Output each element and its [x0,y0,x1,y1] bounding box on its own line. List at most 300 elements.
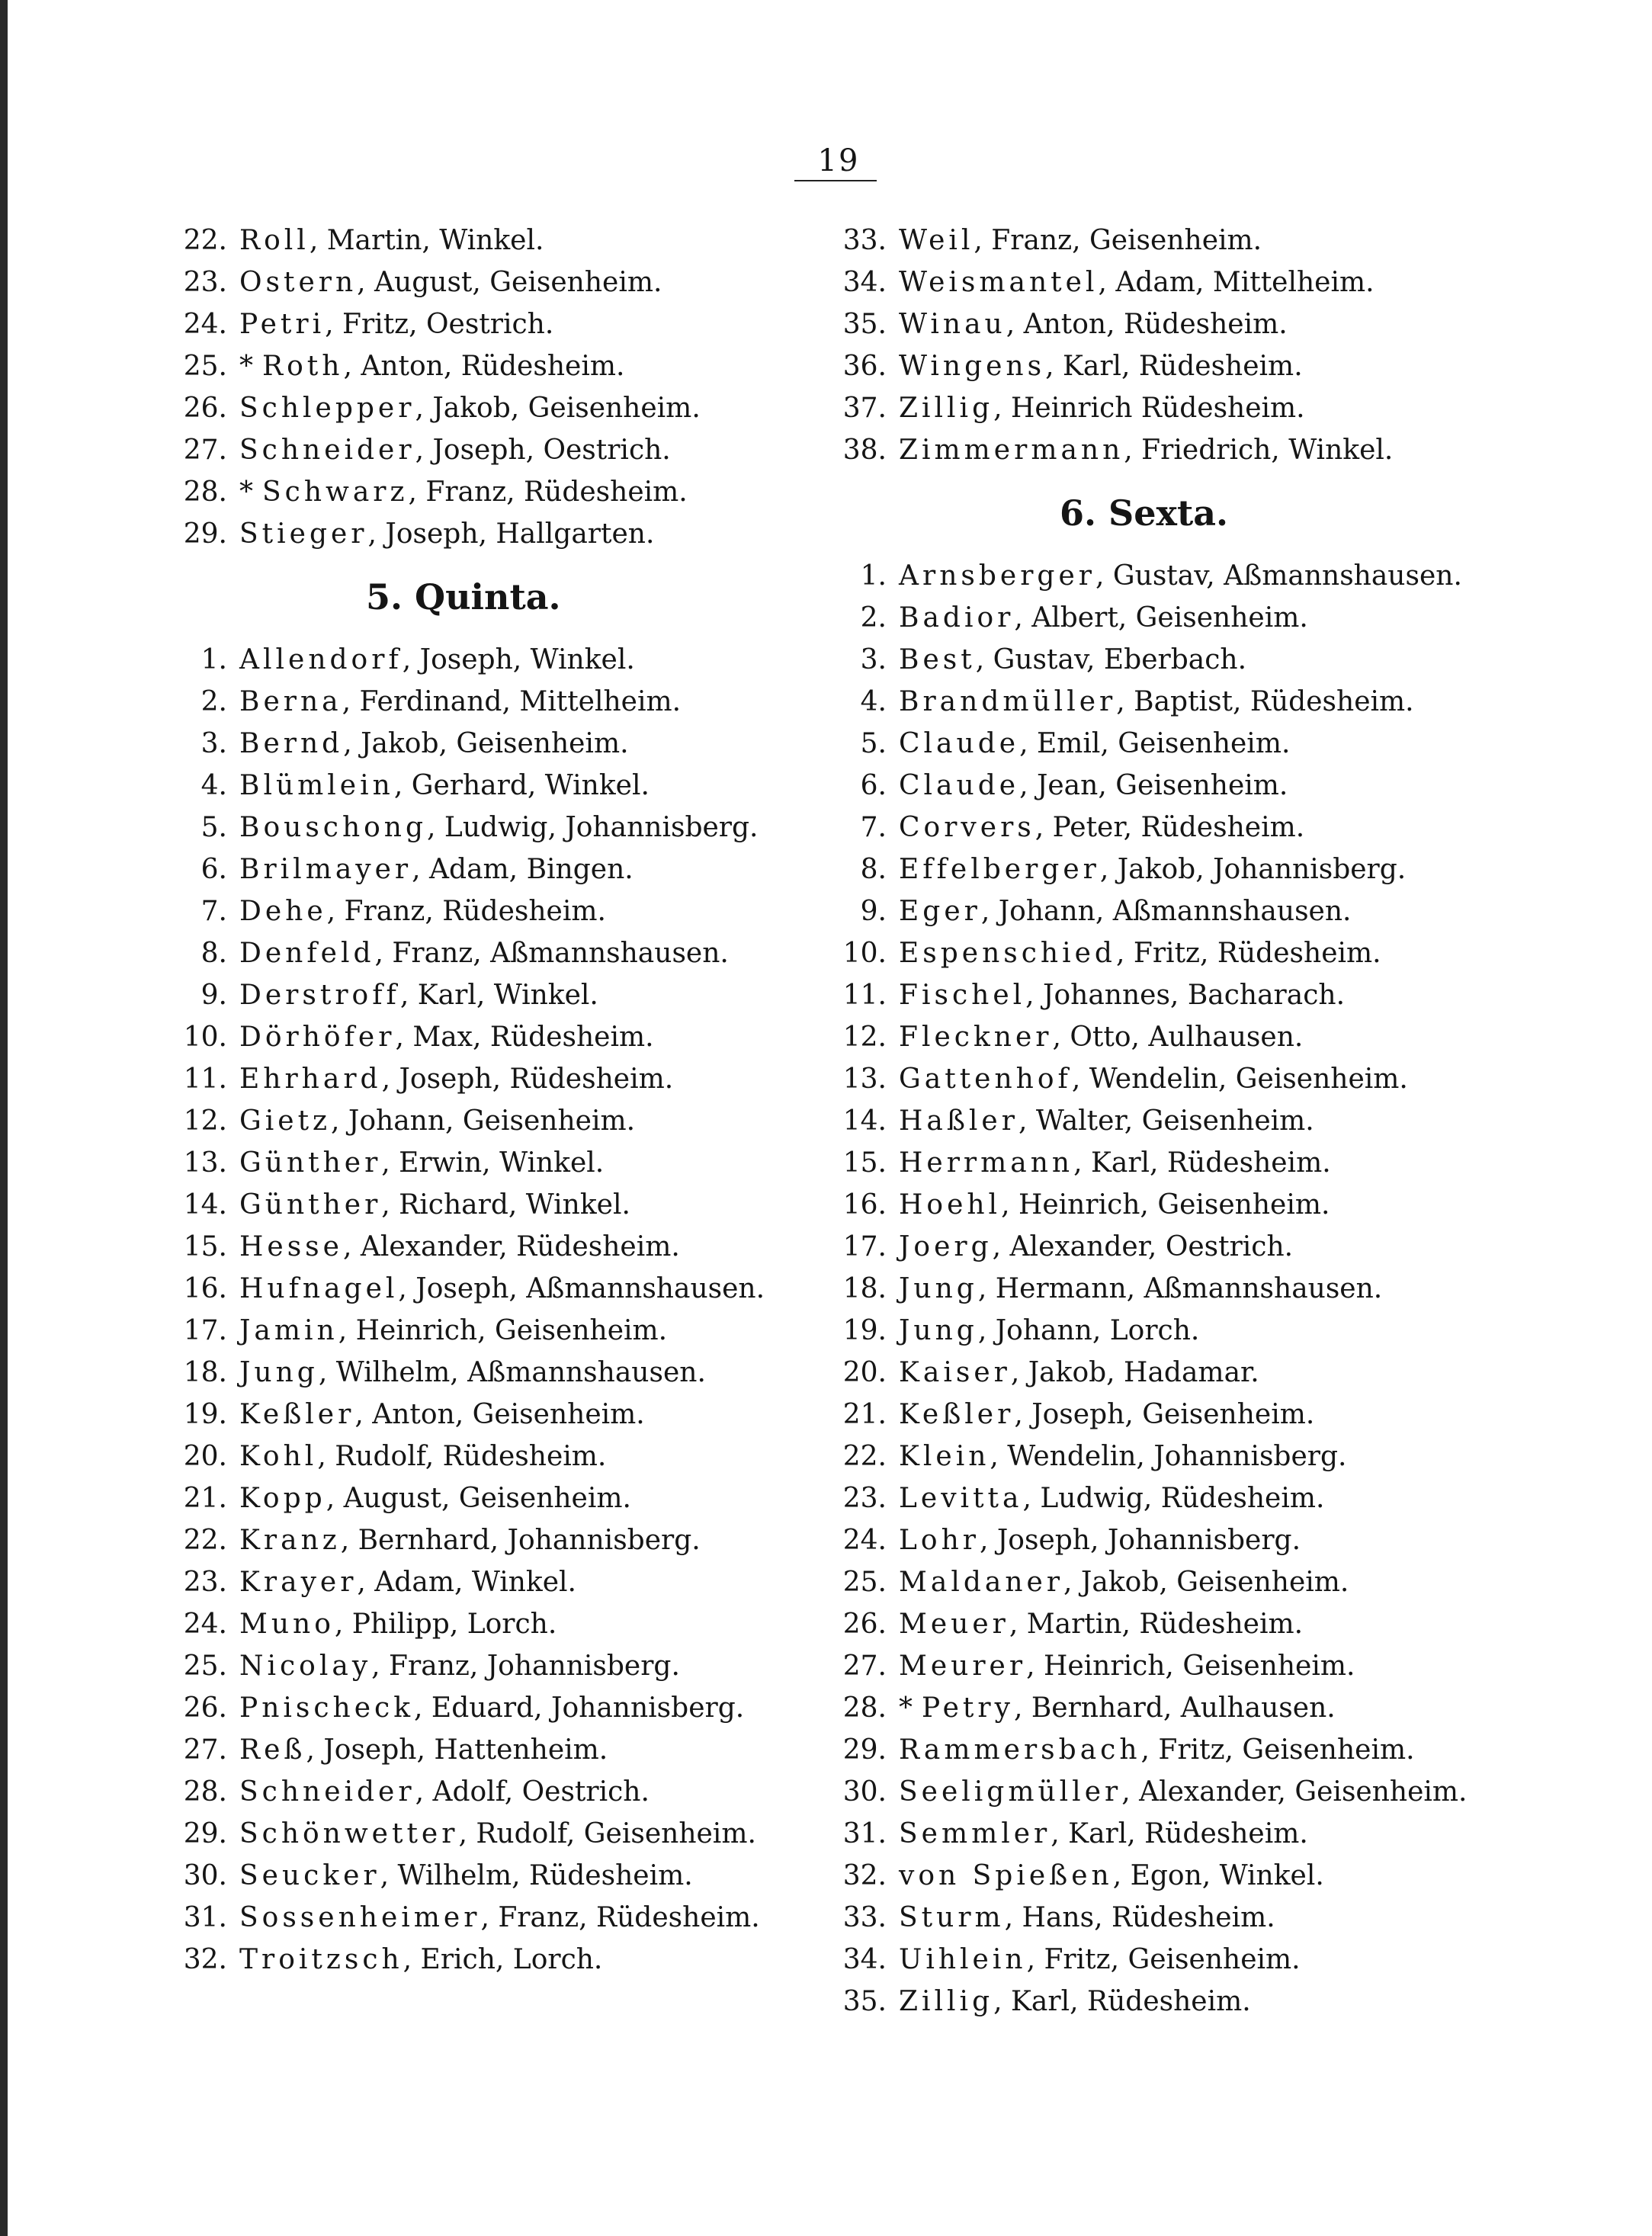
entry-surname: Corvers [899,812,1035,843]
entry-given-name-and-town: , Heinrich Rüdesheim. [993,393,1305,424]
entry-surname: Semmler [899,1818,1051,1849]
entry-surname: Meurer [899,1651,1027,1682]
entry-number: 15. [183,1231,227,1262]
entry-given-name-and-town: , Karl, Rüdesheim. [1073,1147,1331,1179]
student-entry [168,932,854,974]
entry-given-name-and-town: , Peter, Rüdesheim. [1035,812,1305,843]
entry-given-name-and-town: , Wendelin, Geisenheim. [1071,1063,1408,1095]
entry-given-name-and-town: , Friedrich, Winkel. [1124,435,1394,466]
entry-surname: Wingens [899,351,1046,382]
entry-given-name-and-town: , Johannes, Bacharach. [1025,980,1346,1011]
entry-number: 5. [860,728,887,759]
entry-number: 8. [860,854,887,885]
student-entry [827,681,1589,723]
entry-given-name-and-town: , Jakob, Hadamar. [1010,1357,1259,1388]
entry-star-marker: * [239,351,253,382]
entry-given-name-and-town: , Gustav, Aßmannshausen. [1095,560,1462,592]
student-entry [827,807,1589,849]
entry-surname: Stieger [239,518,368,550]
entry-surname: Petri [239,309,326,340]
student-entry [827,1981,1589,2023]
entry-given-name-and-town: , Ferdinand, Mittelheim. [342,686,682,717]
entry-given-name-and-town: , Bernhard, Johannisberg. [340,1525,701,1556]
student-entry [168,303,854,345]
entry-given-name-and-town: , Joseph, Aßmannshausen. [398,1273,765,1304]
entry-surname: Blümlein [239,770,394,801]
entry-surname: Hoehl [899,1189,1002,1221]
student-entry [827,1436,1589,1477]
entry-number: 35. [842,1986,887,2017]
entry-number: 26. [842,1609,887,1640]
entry-number: 28. [842,1692,887,1724]
entry-surname: Nicolay [239,1651,372,1682]
entry-surname: Levitta [899,1483,1023,1514]
entry-given-name-and-town: , Alexander, Oestrich. [992,1231,1294,1262]
entry-given-name-and-town: , Karl, Rüdesheim. [1051,1818,1308,1849]
entry-surname: Claude [899,770,1020,801]
entry-number: 19. [183,1399,227,1430]
entry-number: 18. [842,1273,887,1304]
student-entry [168,345,854,387]
entry-given-name-and-town: , Ludwig, Rüdesheim. [1022,1483,1325,1514]
entry-number: 16. [183,1273,227,1304]
entry-surname: Herrmann [899,1147,1074,1179]
entry-given-name-and-town: , Franz, Rüdesheim. [408,476,688,508]
student-entry [168,807,854,849]
entry-surname: Hufnagel [239,1273,399,1304]
entry-given-name-and-town: , Jakob, Geisenheim. [1063,1567,1349,1598]
section-heading: 5. Quinta. [366,576,561,618]
entry-number: 2. [860,602,887,634]
entry-surname: Dehe [239,896,327,927]
entry-given-name-and-town: , Ludwig, Johannisberg. [427,812,759,843]
entry-number: 3. [860,644,887,675]
student-entry [827,1394,1589,1436]
student-entry [827,849,1589,890]
student-entry [168,387,854,429]
entry-number: 31. [842,1818,887,1849]
student-entry [827,1687,1589,1729]
entry-surname: Haßler [899,1105,1018,1137]
student-entry [827,1058,1589,1100]
page-number-rule [794,180,877,181]
student-entry [168,890,854,932]
student-entry [827,1813,1589,1855]
student-entry [168,1687,854,1729]
entry-surname: Jung [239,1357,319,1388]
student-entry [168,1352,854,1394]
entry-given-name-and-town: , Emil, Geisenheim. [1019,728,1291,759]
entry-given-name-and-town: , Rudolf, Rüdesheim. [317,1441,607,1472]
entry-surname: Gietz [239,1105,332,1137]
entry-number: 4. [860,686,887,717]
student-entry [827,1226,1589,1268]
student-entry [168,1813,854,1855]
entry-given-name-and-town: , Joseph, Hallgarten. [367,518,655,550]
entry-surname: Muno [239,1609,335,1640]
student-entry [827,974,1589,1016]
entry-surname: Joerg [899,1231,993,1262]
entry-given-name-and-town: , Adam, Bingen. [412,854,634,885]
entry-number: 22. [842,1441,887,1472]
entry-number: 20. [183,1441,227,1472]
entry-surname: Kopp [239,1483,326,1514]
entry-number: 13. [183,1147,227,1179]
entry-surname: Bouschong [239,812,428,843]
entry-surname: Badior [899,602,1015,634]
entry-number: 22. [183,1525,227,1556]
entry-surname: Sturm [899,1902,1005,1933]
entry-surname: Kranz [239,1525,341,1556]
entry-given-name-and-town: , Adolf, Oestrich. [415,1776,650,1808]
entry-given-name-and-town: , Karl, Winkel. [399,980,598,1011]
entry-surname: Günther [239,1147,382,1179]
entry-surname: Kohl [239,1441,318,1472]
student-entry [827,1855,1589,1897]
student-entry [827,429,1589,471]
entry-number: 34. [842,267,887,298]
entry-given-name-and-town: , Johann, Lorch. [977,1315,1200,1346]
entry-number: 25. [183,1651,227,1682]
student-entry [827,639,1589,681]
entry-given-name-and-town: , Anton, Rüdesheim. [1006,309,1288,340]
entry-number: 7. [860,812,887,843]
entry-number: 12. [183,1105,227,1137]
entry-number: 14. [183,1189,227,1221]
entry-given-name-and-town: , Hans, Rüdesheim. [1004,1902,1275,1933]
entry-number: 22. [183,225,227,256]
student-entry [168,723,854,765]
entry-given-name-and-town: , Adam, Mittelheim. [1098,267,1375,298]
entry-given-name-and-town: , Joseph, Hattenheim. [306,1734,608,1766]
entry-surname: Jamin [239,1315,338,1346]
student-entry [168,220,854,261]
entry-given-name-and-town: , Heinrich, Geisenheim. [1001,1189,1330,1221]
entry-number: 33. [842,225,887,256]
student-entry [827,1771,1589,1813]
student-entry [827,1100,1589,1142]
entry-number: 10. [183,1022,227,1053]
entry-surname: Effelberger [899,854,1100,885]
entry-given-name-and-town: , Jakob, Johannisberg. [1099,854,1407,885]
entry-surname: Schlepper [239,393,415,424]
entry-surname: Kaiser [899,1357,1011,1388]
entry-given-name-and-town: , Wendelin, Johannisberg. [990,1441,1347,1472]
entry-star-marker: * [899,1692,913,1724]
entry-given-name-and-town: , Otto, Aulhausen. [1052,1022,1304,1053]
student-entry [168,765,854,807]
entry-given-name-and-town: , Philipp, Lorch. [334,1609,557,1640]
student-entry [827,1016,1589,1058]
entry-number: 7. [200,896,227,927]
entry-surname: Bernd [239,728,344,759]
student-entry [168,471,854,513]
entry-given-name-and-town: , Erich, Lorch. [403,1944,603,1975]
entry-number: 30. [183,1860,227,1891]
student-entry [168,1016,854,1058]
entry-surname: Denfeld [239,938,375,969]
entry-given-name-and-town: , Johann, Aßmannshausen. [980,896,1352,927]
entry-surname: Zillig [899,393,994,424]
entry-surname: Dörhöfer [239,1022,396,1053]
student-entry [168,1142,854,1184]
entry-surname: Keßler [239,1399,355,1430]
entry-surname: Zimmermann [899,435,1124,466]
entry-number: 17. [183,1315,227,1346]
entry-surname: Eger [899,896,981,927]
entry-number: 18. [183,1357,227,1388]
entry-surname: Rammersbach [899,1734,1141,1766]
student-entry [827,1645,1589,1687]
entry-given-name-and-town: , Joseph, Winkel. [402,644,635,675]
entry-given-name-and-town: , Rudolf, Geisenheim. [458,1818,756,1849]
student-entry [168,1184,854,1226]
entry-surname: Schneider [239,1776,415,1808]
entry-number: 31. [183,1902,227,1933]
student-entry [168,261,854,303]
entry-surname: Fleckner [899,1022,1053,1053]
student-entry [168,1310,854,1352]
entry-surname: Klein [899,1441,990,1472]
entry-given-name-and-town: , Eduard, Johannisberg. [414,1692,745,1724]
entry-surname: Espenschied [899,938,1116,969]
entry-given-name-and-town: , Albert, Geisenheim. [1014,602,1308,634]
entry-number: 6. [200,854,227,885]
entry-surname: Gattenhof [899,1063,1072,1095]
entry-given-name-and-town: , Franz, Rüdesheim. [326,896,606,927]
entry-given-name-and-town: , Richard, Winkel. [381,1189,630,1221]
entry-number: 28. [183,1776,227,1808]
entry-number: 25. [842,1567,887,1598]
entry-given-name-and-town: , Erwin, Winkel. [381,1147,605,1179]
entry-number: 27. [183,435,227,466]
entry-number: 1. [860,560,887,592]
student-entry [168,1645,854,1687]
entry-given-name-and-town: , Max, Rüdesheim. [395,1022,654,1053]
entry-surname: Uihlein [899,1944,1027,1975]
entry-number: 14. [842,1105,887,1137]
entry-number: 27. [842,1651,887,1682]
entry-number: 17. [842,1231,887,1262]
entry-given-name-and-town: , Johann, Geisenheim. [331,1105,636,1137]
entry-given-name-and-town: , August, Geisenheim. [326,1483,631,1514]
entry-number: 20. [842,1357,887,1388]
entry-number: 9. [860,896,887,927]
student-entry [827,723,1589,765]
student-entry [168,1100,854,1142]
entry-number: 12. [842,1022,887,1053]
entry-number: 21. [183,1483,227,1514]
student-entry [827,1561,1589,1603]
entry-surname: Jung [899,1273,978,1304]
entry-given-name-and-town: , Jakob, Geisenheim. [415,393,701,424]
student-entry [168,681,854,723]
entry-surname: Reß [239,1734,306,1766]
entry-given-name-and-town: , Adam, Winkel. [357,1567,576,1598]
student-entry [168,1058,854,1100]
entry-surname: Roll [239,225,310,256]
entry-number: 13. [842,1063,887,1095]
entry-given-name-and-town: , August, Geisenheim. [357,267,662,298]
student-entry [827,387,1589,429]
entry-surname: Brilmayer [239,854,412,885]
entry-surname: Keßler [899,1399,1015,1430]
student-entry [827,1729,1589,1771]
student-entry [827,1310,1589,1352]
entry-surname: Winau [899,309,1006,340]
student-entry [827,1603,1589,1645]
entry-surname: Schneider [239,435,415,466]
entry-number: 33. [842,1902,887,1933]
entry-surname: Allendorf [239,644,403,675]
entry-surname: Weismantel [899,267,1099,298]
entry-surname: Fischel [899,980,1026,1011]
entry-number: 37. [842,393,887,424]
student-entry [827,1142,1589,1184]
entry-given-name-and-town: , Jean, Geisenheim. [1019,770,1288,801]
entry-surname: Petry [922,1692,1014,1724]
student-entry [168,1561,854,1603]
entry-surname: Seucker [239,1860,380,1891]
entry-number: 30. [842,1776,887,1808]
entry-given-name-and-town: , Franz, Aßmannshausen. [374,938,729,969]
entry-number: 3. [200,728,227,759]
entry-number: 4. [200,770,227,801]
student-entry [168,1226,854,1268]
student-entry [827,932,1589,974]
entry-number: 23. [842,1483,887,1514]
student-entry [168,1477,854,1519]
entry-number: 32. [183,1944,227,1975]
student-entry [827,1939,1589,1981]
entry-number: 19. [842,1315,887,1346]
right-column [827,220,1589,2023]
entry-number: 11. [842,980,887,1011]
student-entry [827,1477,1589,1519]
student-entry [827,1897,1589,1939]
entry-number: 34. [842,1944,887,1975]
entry-number: 29. [183,518,227,550]
entry-surname: Berna [239,686,342,717]
entry-given-name-and-town: , Fritz, Rüdesheim. [1115,938,1381,969]
entry-number: 24. [183,1609,227,1640]
entry-surname: Lohr [899,1525,980,1556]
student-entry [827,597,1589,639]
student-entry [827,261,1589,303]
student-entry [168,1519,854,1561]
entry-surname: Krayer [239,1567,358,1598]
entry-surname: Best [899,644,976,675]
entry-given-name-and-town: , Heinrich, Geisenheim. [1026,1651,1355,1682]
entry-given-name-and-town: , Jakob, Geisenheim. [343,728,629,759]
student-entry [827,1352,1589,1394]
entry-surname: Günther [239,1189,382,1221]
entry-number: 15. [842,1147,887,1179]
entry-given-name-and-town: , Joseph, Rüdesheim. [381,1063,674,1095]
left-column [168,220,854,1981]
entry-given-name-and-town: , Heinrich, Geisenheim. [338,1315,668,1346]
entry-given-name-and-town: , Joseph, Geisenheim. [1014,1399,1315,1430]
entry-number: 28. [183,476,227,508]
entry-given-name-and-town: , Anton, Rüdesheim. [343,351,625,382]
entry-given-name-and-town: , Anton, Geisenheim. [354,1399,645,1430]
student-entry [827,765,1589,807]
page-number: 19 [817,143,860,178]
entry-surname: Weil [899,225,974,256]
entry-number: 10. [842,938,887,969]
student-entry [827,1519,1589,1561]
entry-given-name-and-town: , Joseph, Oestrich. [415,435,671,466]
entry-surname: Claude [899,728,1020,759]
entry-number: 21. [842,1399,887,1430]
entry-number: 11. [183,1063,227,1095]
entry-number: 1. [200,644,227,675]
entry-number: 24. [842,1525,887,1556]
entry-given-name-and-town: , Bernhard, Aulhausen. [1013,1692,1336,1724]
entry-number: 2. [200,686,227,717]
entry-given-name-and-town: , Karl, Rüdesheim. [993,1986,1251,2017]
entry-number: 26. [183,393,227,424]
entry-given-name-and-town: , Karl, Rüdesheim. [1045,351,1303,382]
entry-surname: Brandmüller [899,686,1117,717]
entry-number: 32. [842,1860,887,1891]
entry-given-name-and-town: , Gustav, Eberbach. [975,644,1247,675]
student-entry [168,1855,854,1897]
student-entry [827,555,1589,597]
entry-given-name-and-town: , Martin, Winkel. [309,225,544,256]
entry-number: 24. [183,309,227,340]
entry-surname: Arnsberger [899,560,1095,592]
entry-given-name-and-town: , Martin, Rüdesheim. [1009,1609,1304,1640]
student-entry [168,1268,854,1310]
entry-surname: Sossenheimer [239,1902,481,1933]
entry-surname: Derstroff [239,980,400,1011]
entry-given-name-and-town: , Gerhard, Winkel. [393,770,650,801]
entry-given-name-and-town: , Hermann, Aßmannshausen. [977,1273,1383,1304]
entry-given-name-and-town: , Walter, Geisenheim. [1018,1105,1314,1137]
entry-number: 38. [842,435,887,466]
student-entry [827,345,1589,387]
entry-surname: Meuer [899,1609,1009,1640]
entry-number: 25. [183,351,227,382]
entry-number: 36. [842,351,887,382]
entry-given-name-and-town: , Franz, Johannisberg. [371,1651,680,1682]
student-entry [168,639,854,681]
entry-given-name-and-town: , Wilhelm, Aßmannshausen. [318,1357,706,1388]
entry-surname: Ehrhard [239,1063,382,1095]
entry-surname: Hesse [239,1231,343,1262]
entry-surname: Zillig [899,1986,994,2017]
entry-number: 5. [200,812,227,843]
entry-number: 23. [183,267,227,298]
page-edge-shadow [0,0,8,2236]
entry-number: 35. [842,309,887,340]
student-entry [827,890,1589,932]
entry-surname: Jung [899,1315,978,1346]
entry-given-name-and-town: , Fritz, Geisenheim. [1026,1944,1301,1975]
student-entry [168,429,854,471]
student-entry [168,849,854,890]
entry-given-name-and-town: , Alexander, Geisenheim. [1121,1776,1468,1808]
entry-number: 26. [183,1692,227,1724]
student-entry [168,1729,854,1771]
student-entry [168,974,854,1016]
student-entry [168,1394,854,1436]
entry-surname: Roth [262,351,344,382]
student-entry [168,1603,854,1645]
student-entry [827,303,1589,345]
entry-given-name-and-town: , Wilhelm, Rüdesheim. [380,1860,693,1891]
